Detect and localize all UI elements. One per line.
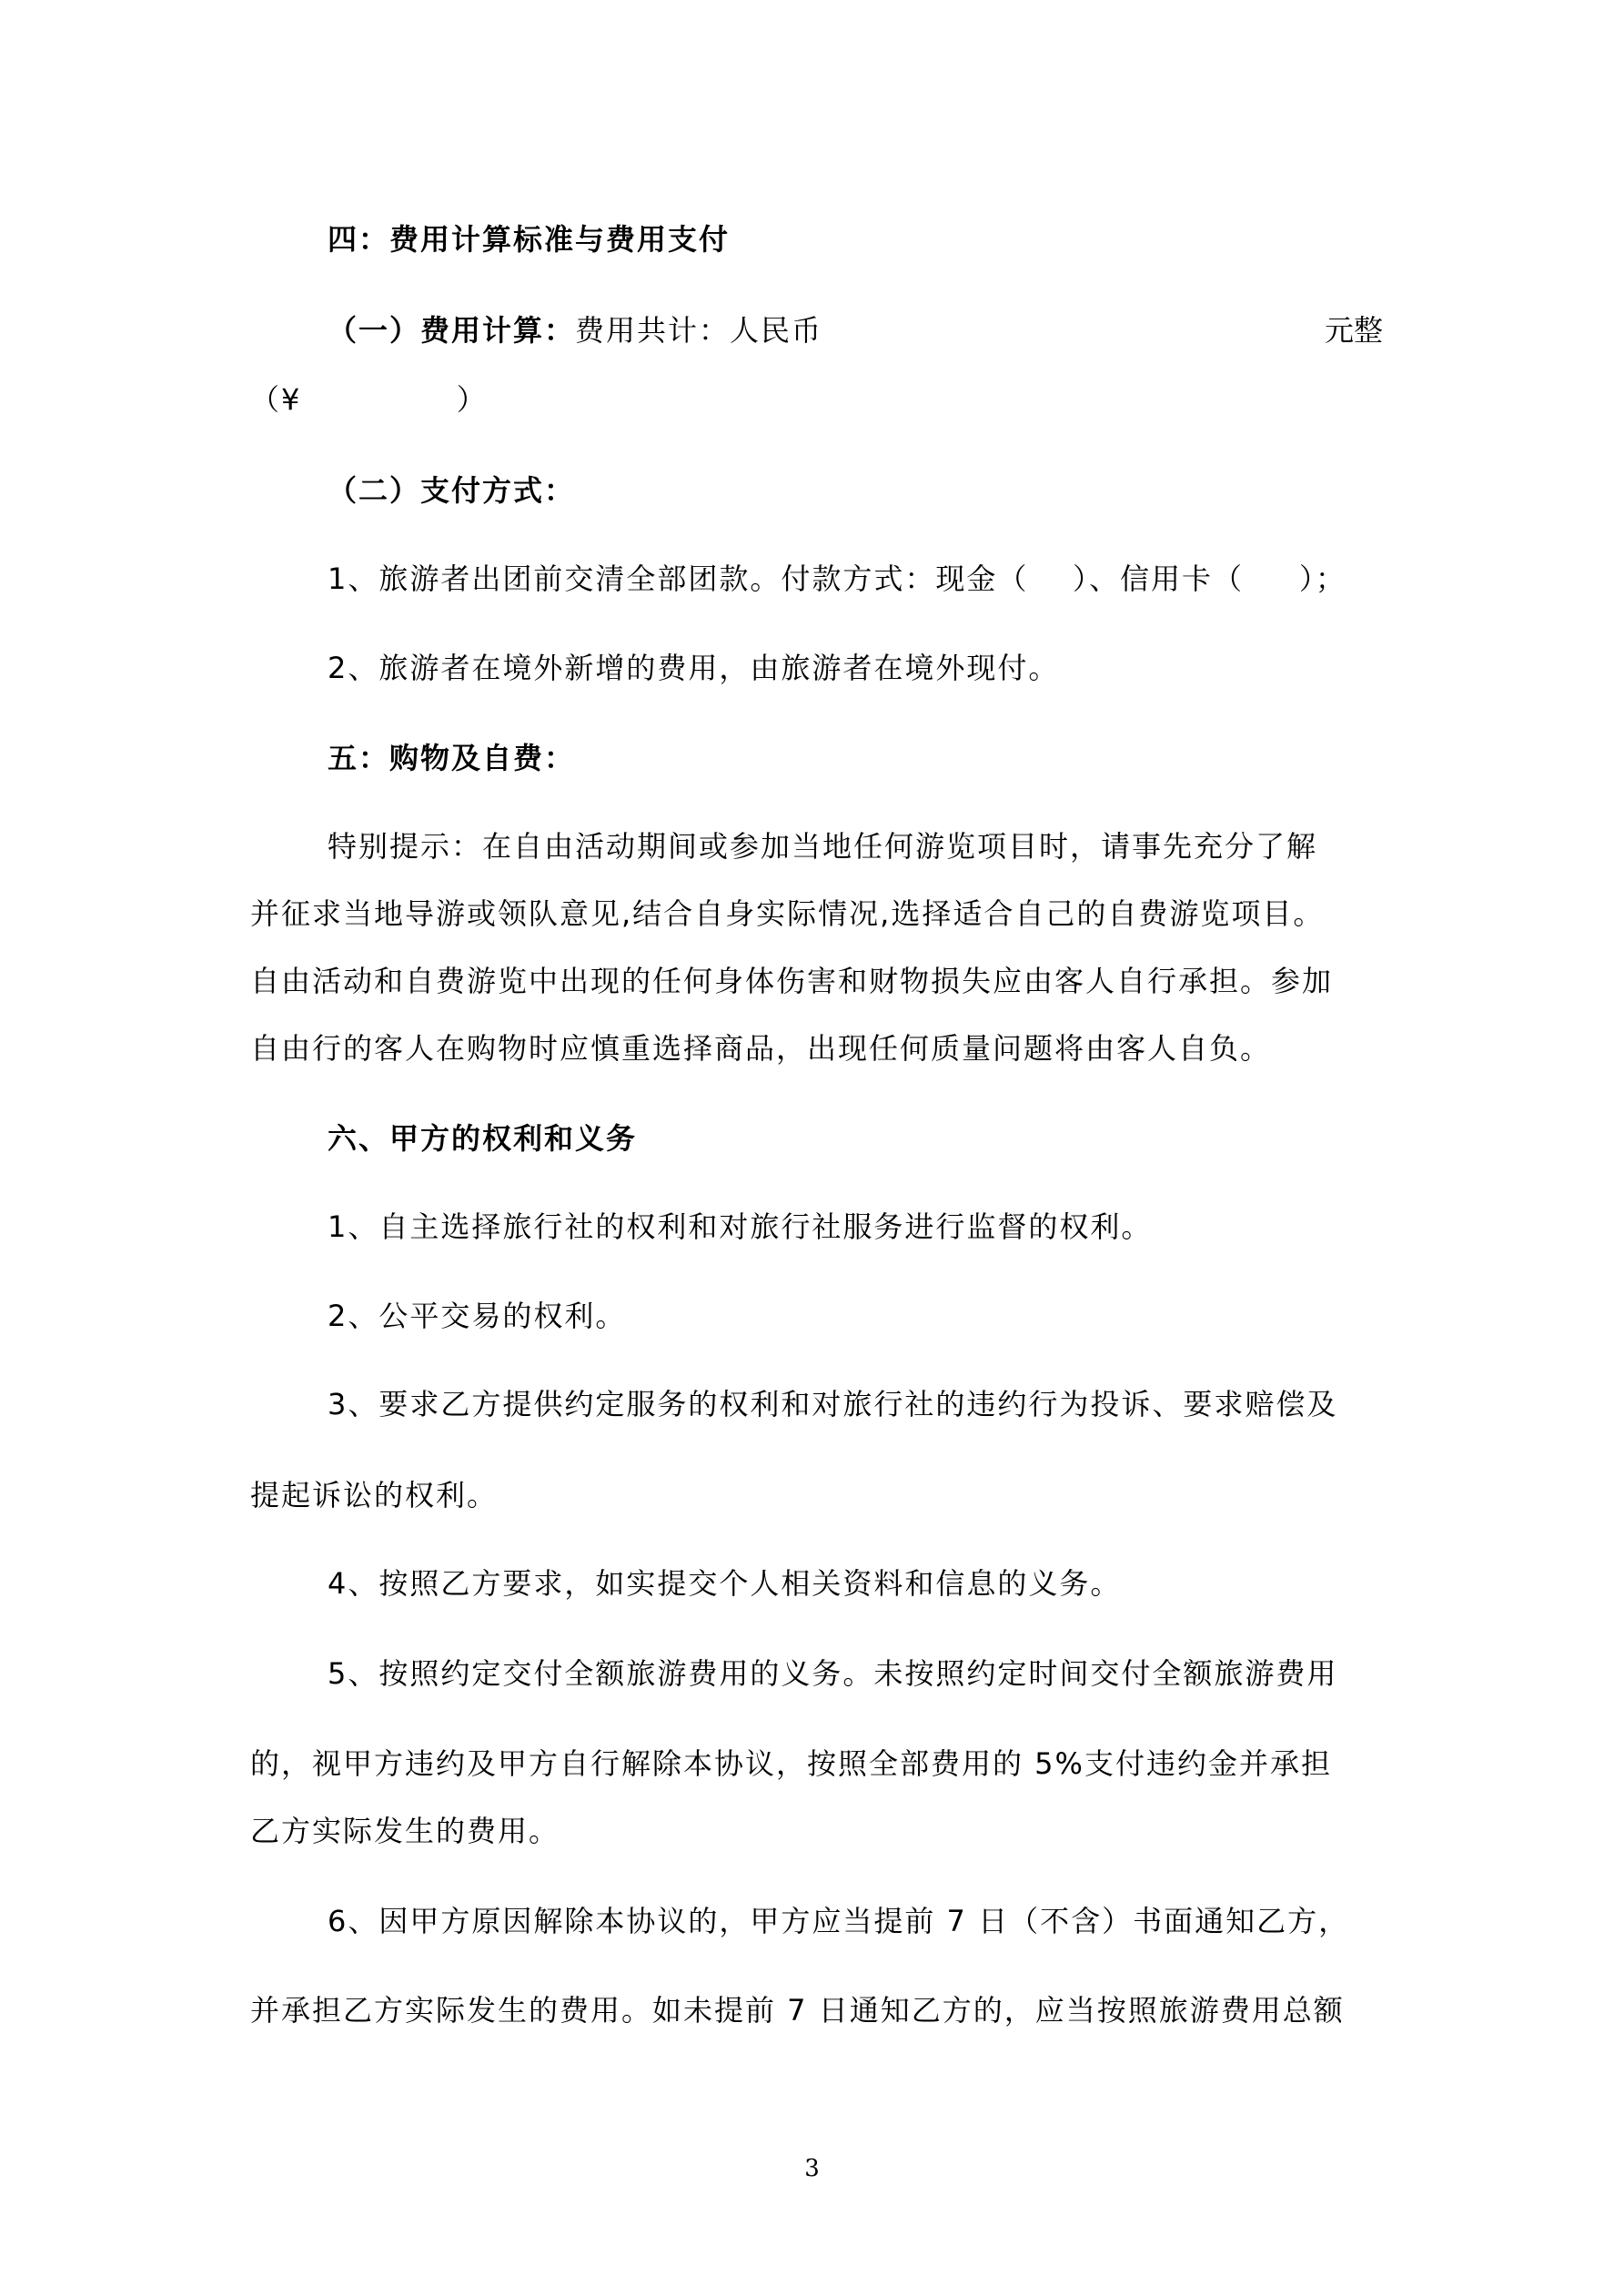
section6-item-5: 5、按照约定交付全额旅游费用的义务。未按照约定时间交付全额旅游费用	[328, 1656, 1338, 1691]
section5-line: 特别提示：在自由活动期间或参加当地任何游览项目时，请事先充分了解	[328, 829, 1318, 864]
section6-item-5-cont: 的，视甲方违约及甲方自行解除本协议，按照全部费用的 5%支付违约金并承担	[250, 1746, 1332, 1781]
page-number: 3	[804, 2155, 820, 2182]
section4-heading: 四：费用计算标准与费用支付	[328, 222, 731, 257]
section6-heading: 六、甲方的权利和义务	[328, 1121, 638, 1156]
section6-item-3: 3、要求乙方提供约定服务的权利和对旅行社的违约行为投诉、要求赔偿及	[328, 1387, 1338, 1421]
fee-calc-label: （一）费用计算：	[328, 313, 576, 348]
section6-item-3-cont: 提起诉讼的权利。	[250, 1478, 499, 1512]
section6-item-6-cont: 并承担乙方实际发生的费用。如未提前 7 日通知乙方的，应当按照旅游费用总额	[250, 1993, 1345, 2028]
fee-calc-text: 费用共计：人民币	[575, 313, 823, 348]
payment-item-2: 2、旅游者在境外新增的费用，由旅游者在境外现付。	[328, 651, 1060, 685]
section6-item-6: 6、因甲方原因解除本协议的，甲方应当提前 7 日（不含）书面通知乙方，	[328, 1904, 1350, 1938]
fee-calc-yuan: （¥ ）	[250, 382, 488, 417]
section5-line: 并征求当地导游或领队意见,结合自身实际情况,选择适合自己的自费游览项目。	[250, 896, 1325, 931]
section5-line: 自由活动和自费游览中出现的任何身体伤害和财物损失应由客人自行承担。参加	[250, 964, 1334, 998]
section5-line: 自由行的客人在购物时应慎重选择商品，出现任何质量问题将由客人自负。	[250, 1031, 1272, 1066]
fee-calc-unit: 元整	[1325, 313, 1384, 348]
section6-item-1: 1、自主选择旅行社的权利和对旅行社服务进行监督的权利。	[328, 1209, 1153, 1244]
fee-calc-line	[328, 310, 1387, 350]
section6-item-5-cont: 乙方实际发生的费用。	[250, 1814, 560, 1848]
payment-item-1: 1、旅游者出团前交清全部团款。付款方式：现金（ ）、信用卡（ ）；	[328, 561, 1347, 596]
section5-heading: 五：购物及自费：	[328, 741, 576, 775]
payment-label: （二）支付方式：	[328, 473, 576, 508]
section6-item-2: 2、公平交易的权利。	[328, 1299, 627, 1333]
section6-item-4: 4、按照乙方要求，如实提交个人相关资料和信息的义务。	[328, 1566, 1122, 1601]
